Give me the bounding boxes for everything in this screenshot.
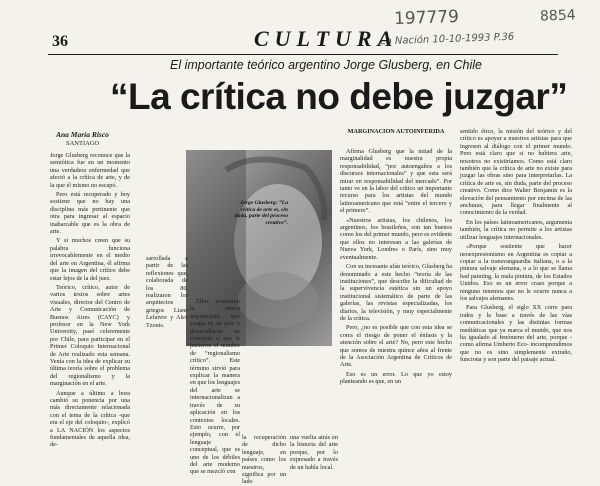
paragraph: sarrollada a partir de las reflexiones que, colaborada de los 80, realizaron los arquitectos griegos Liane Lefaivre y Alex Tzonis. xyxy=(146,255,188,329)
paragraph: Jorge Glusberg reconoce que la semiótica fue en un momento una verdadera enfermedad que afectó a la crítica de arte, y de la que él mismo no escapó. xyxy=(50,152,130,189)
paragraph: Eso es un error. Lo que yo estoy planteando es que, en un xyxy=(340,370,452,386)
paragraph: Aunque a último a hora cambió su ponencia por una más directamente relacionada con el tema de la crítica -que era el eje del coloquio-, explicó a LA NACIÓN los aspectos fundamentales de aquella idea, de- xyxy=(50,389,130,449)
photo-caption: Jorge Glusberg: “La crítica de arte es, sin duda, parte del proceso creativo”. xyxy=(234,200,288,226)
article-column-1 xyxy=(50,152,130,470)
article-column-2 xyxy=(146,255,188,467)
article-column-2b xyxy=(190,298,241,476)
article-subhead: MARGINACION AUTOINFERIDA xyxy=(347,128,445,135)
paragraph: Pero está recuperado y hoy sostiene que no hay una disciplina más pertinente que otra para ingresar al espacio inabarcable que es la obra de arte. xyxy=(50,191,130,236)
paragraph: «Porque sostiente que hacer neoexpresionismo en Argentina es copiar a copiar a la transvanguardia italiana, o a la pintura salvaje alemana, o a lo que se llama bad painting, la mala pintura, de los Estados Unidos. Eso es un error craso porque a ninguno tenemos que no le ocurre nunca a los salvajes alemanes. xyxy=(460,243,572,302)
paragraph: Afirma Glusberg que la mitad de la marginalidad es nuestra propia responsabilidad, “por autoengaños a los discursos internacionales” y que esta será mirar en responsabilidad del mercado”. Por tanto ve en la labor del crítico un importante recurso para los artistas del mundo latinoamericano que está “entre el tercero y el primero”. xyxy=(340,148,452,215)
paragraph: Para Glusberg, el siglo XX corre para todos y la base a través de las vías comunicacionales y las distintas formas mediáticas que ya marca el mundo, que nos ha igualado al fenómeno del arte, porque -como afirma Umberto Eco- incomprendimos que no es sino simplemente extraño, funciona y son parte del paisaje actual. xyxy=(460,304,572,364)
article-column-3 xyxy=(290,434,338,471)
header-rule xyxy=(48,54,558,55)
paragraph: Con su incesante afán teórico, Glusberg ha denominado a este hecho “teoría de las instituciones”, que describe la dificultad de la supervivencia estética sin un apoyo institucional sistemático de parte de las galerías, las revistas especializadas, los diarios, la televisión, y muy especialmente de la crítica. xyxy=(340,263,452,322)
article-column-4 xyxy=(340,148,452,470)
handwritten-file-number: 8854 xyxy=(539,7,576,25)
article-byline: Ana María Risco xyxy=(56,130,109,139)
section-title: CULTURA xyxy=(254,26,399,51)
paragraph: Pero, ¿no es posible que con esta idea se corra el riesgo de poner el énfasis y la atención sobre el arte? No, pero este hecho que somos de nuestra quince años al frente de la Asociación Argentina de Críticos de Arte. xyxy=(340,324,452,369)
paragraph: la recuperación de dicho lenguaje, en países como los nuestros, significa por un lado xyxy=(242,434,286,486)
article-column-5 xyxy=(460,128,572,470)
handwritten-accession-number: 197779 xyxy=(393,6,460,30)
paragraph: sentido ético, la misión del teórico y del crítico es apoyar a nuestros artistas para que ingresen al diálogo con el primer mundo. Pero está claro que si no hubiera arte, nosotros no existiríamos. Como está claro también que la crítica de arte no existe para juzgar las obras sino para interpretarlas. La crítica de arte es, sin duda, parte del proceso creativo. Como dice Walter Benjamin es la elevación del pensamiento por encima de las anchuras, para llegar finalmente al conocimiento de la verdad. xyxy=(460,128,572,217)
article-kicker: El importante teórico argentino Jorge Glusberg, en Chile xyxy=(170,58,482,72)
article-dateline: SANTIAGO xyxy=(66,140,100,147)
article-headline: “La crítica no debe juzgar” xyxy=(110,76,568,117)
handwritten-source-note: La Nación 10-10-1993 P.36 xyxy=(379,31,515,48)
paragraph: una vuelta atrás en la historia del arte porque, por lo expresado a través de un habla local. xyxy=(290,434,338,471)
page-number: 36 xyxy=(52,33,68,50)
paragraph: Y si muchos creen que su palabra funciona irrevocablemente en el medio del arte en Argentina, él afirma que la imagen del crítico debe estar lejos de la del juez. xyxy=(50,237,130,282)
article-column-2c xyxy=(242,434,286,486)
paragraph: Ellos evaluaron la nueva arquitectura que surgía en su país y desarrollaron un concepto al que le pusieron el nombre de “regionalismo crítico”. Este término sirvió para explicar la manera en que los lenguajes del arte se internacionalizan a través de su aplicación en los contextos locales. Esto ocurre, por ejemplo, con el lenguaje conceptual, que es uno de los débiles del arte moderno que se mezcló con xyxy=(190,298,241,476)
paragraph: Teórico, crítico, autor de varios textos sobre artes visuales, director del Centro de Arte y Comunicación de Buenos Aires (CAYC) y profesor en la New York University, pasó celeremente por Chile, para participar en el Primer Coloquio Internacional de Arte realizado esta semana. Venía con la idea de explicar su última teoría sobre el problema del regionalismo y la marginación en el arte. xyxy=(50,283,130,388)
paragraph: En los países latinoamericanos, argumenta también, la crítica no permite a los artistas utilizar lenguajes internacionales. xyxy=(460,218,572,241)
paragraph: «Nuestros artistas, los chilenos, los argentinos, los brasileños, son tan buenos como los del primer mundo, pero es evidente que ellos no interesan a las galerías de Nueva York, Londres o París, sino muy eventualmente. xyxy=(340,216,452,261)
